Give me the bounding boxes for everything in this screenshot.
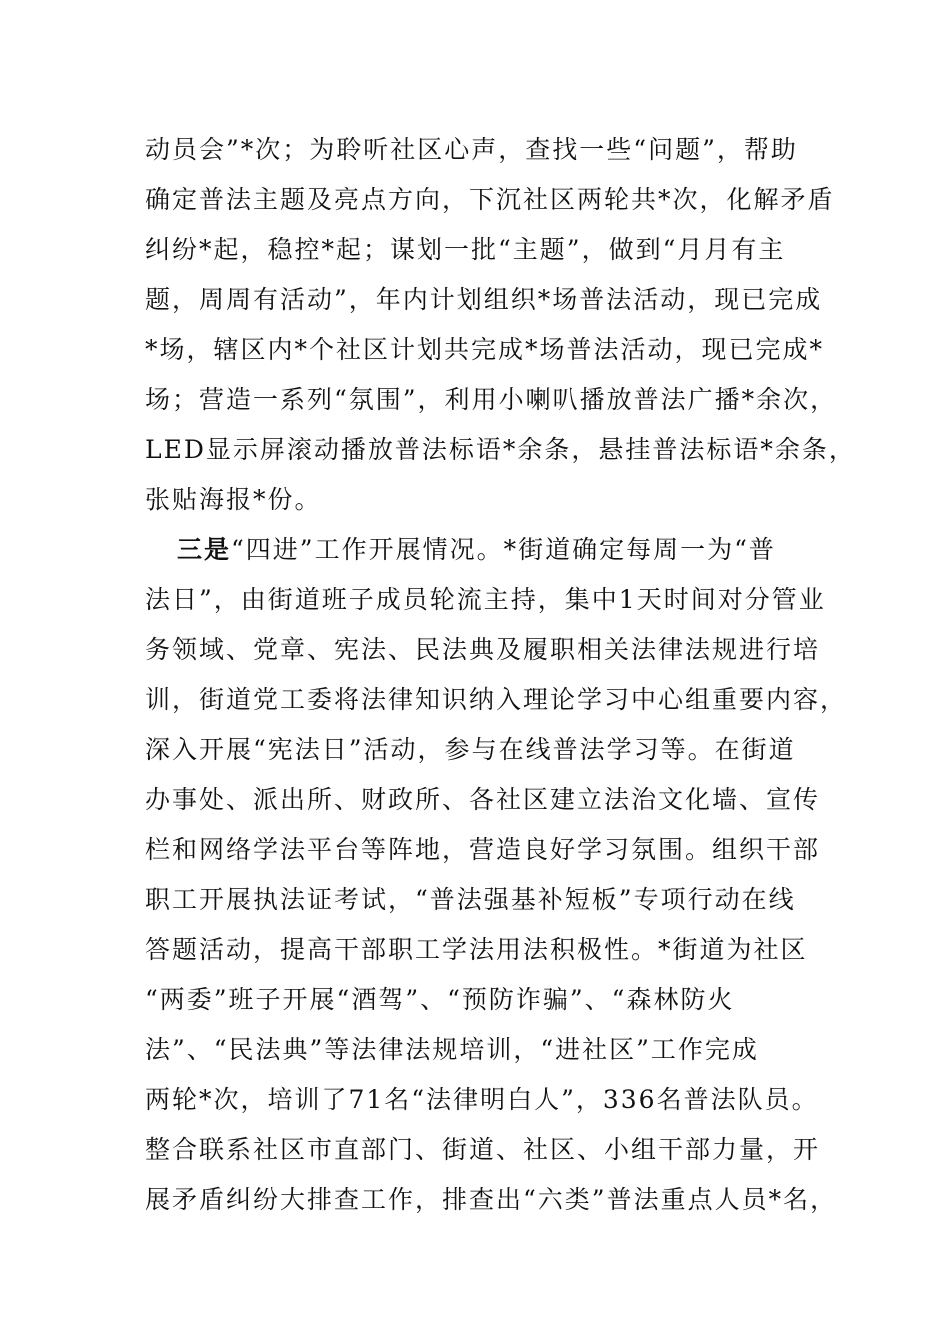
text-line: 深入开展“宪法日”活动，参与在线普法学习等。在街道 xyxy=(145,735,796,764)
text-line: 训，街道党工委将法律知识纳入理论学习中心组重要内容， xyxy=(145,685,848,714)
text-line: 职工开展执法证考试，“普法强基补短板”专项行动在线 xyxy=(145,885,796,914)
text-line: 栏和网络学法平台等阵地，营造良好学习氛围。组织干部 xyxy=(145,835,821,864)
paragraph-first-line xyxy=(177,535,776,565)
text-line: 张贴海报*份。 xyxy=(145,485,322,514)
text-line: “两委”班子开展“酒驾”、“预防诈骗”、“森林防火 xyxy=(145,985,735,1014)
text-line: *场，辖区内*个社区计划共完成*场普法活动，现已完成* xyxy=(145,335,825,364)
paragraph-lead: 三是 xyxy=(177,535,232,564)
text-line: 整合联系社区市直部门、街道、社区、小组干部力量，开 xyxy=(145,1135,821,1164)
text-line: 场；营造一系列“氛围”，利用小喇叭播放普法广播*余次， xyxy=(145,385,838,414)
text-line: 答题活动，提高干部职工学法用法积极性。*街道为社区 xyxy=(145,935,808,964)
text-line: 动员会”*次；为聆听社区心声，查找一些“问题”，帮助 xyxy=(145,135,798,164)
text-line: 法日”，由街道班子成员轮流主持，集中1天时间对分管业 xyxy=(145,585,826,614)
text-line: LED显示屏滚动播放普法标语*余条，悬挂普法标语*余条， xyxy=(145,435,856,464)
text-line: 务领域、党章、宪法、民法典及履职相关法律法规进行培 xyxy=(145,635,821,664)
text-line: 两轮*次，培训了71名“法律明白人”，336名普法队员。 xyxy=(145,1085,819,1114)
text-line: 题，周周有活动”，年内计划组织*场普法活动，现已完成 xyxy=(145,285,823,314)
text-line: 展矛盾纠纷大排查工作，排查出“六类”普法重点人员*名， xyxy=(145,1185,838,1214)
text-line: 办事处、派出所、财政所、各社区建立法治文化墙、宣传 xyxy=(145,785,821,814)
text-line: 纠纷*起，稳控*起；谋划一批“主题”，做到“月月有主 xyxy=(145,235,786,264)
text-line: 法”、“民法典”等法律法规培训，“进社区”工作完成 xyxy=(145,1035,759,1064)
paragraph-first-rest: “四进”工作开展情况。*街道确定每周一为“普 xyxy=(231,535,776,564)
text-line: 确定普法主题及亮点方向，下沉社区两轮共*次，化解矛盾 xyxy=(145,185,835,214)
